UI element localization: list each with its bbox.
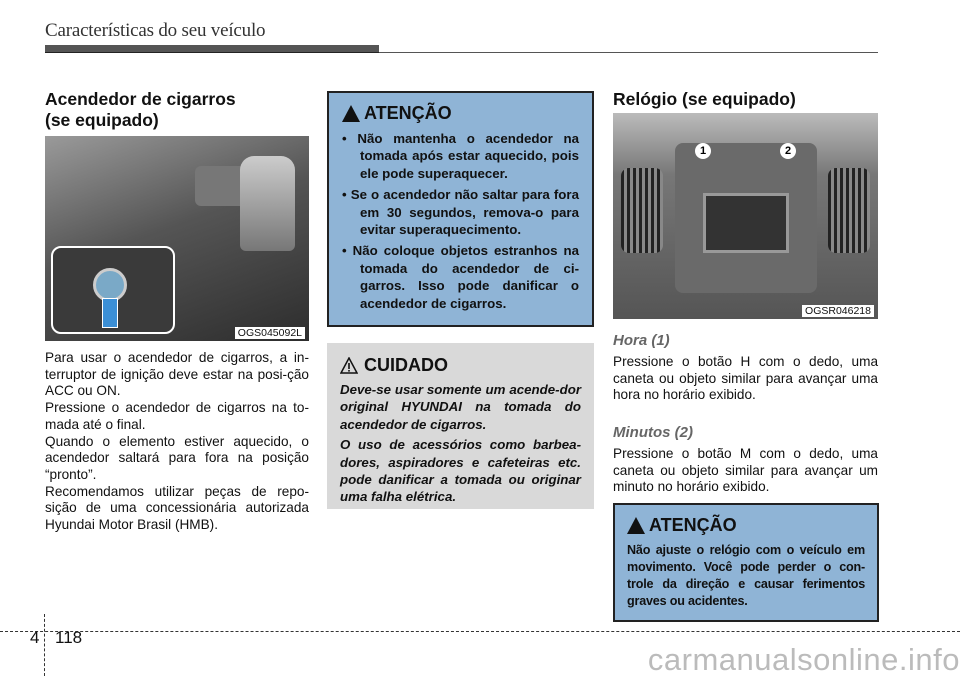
header-bar: [45, 45, 379, 53]
left-vent: [621, 168, 663, 253]
callout-1: 1: [695, 143, 711, 159]
caution-box: [327, 343, 594, 509]
section-number: 4: [30, 628, 40, 647]
warning-item: • Não coloque objetos estranhos na tomada do acendedor de ci-garros. Isso pode danificar o acendedor de cigarros.: [342, 243, 579, 311]
page-number: 118: [55, 628, 83, 647]
image-caption: OGSR046218: [802, 305, 874, 317]
cigarette-lighter-heading: [45, 89, 309, 131]
minutos-text: Pressione o botão M com o dedo, uma caneta ou objeto similar para avançar um minuto no horário exibido.: [613, 446, 878, 495]
clock-heading: Relógio (se equipado): [613, 89, 796, 109]
cigarette-lighter-text: [45, 350, 309, 534]
clock-warning-box: [613, 503, 879, 622]
right-vent: [828, 168, 870, 253]
paragraph: Pressione o acendedor de cigarros na to-mada até o final.: [45, 400, 309, 432]
warning-title: ATENÇÃO: [649, 515, 737, 535]
footer-divider: [44, 614, 45, 676]
caution-title: CUIDADO: [364, 355, 448, 375]
warning-box: [327, 91, 594, 327]
display-screen: [703, 193, 789, 253]
header-title: Características do seu veículo: [45, 20, 266, 41]
warning-triangle-icon: [627, 517, 645, 534]
hora-text: Pressione o botão H com o dedo, uma caneta ou objeto similar para avançar uma hora no horário exibido.: [613, 354, 878, 403]
image-caption: OGS045092L: [235, 327, 305, 339]
caution-paragraph: Deve-se usar somente um acende-dor original HYUNDAI na tomada do acendedor de cigarros.: [340, 382, 581, 432]
head-unit: [675, 143, 817, 293]
gear-shifter: [240, 156, 295, 251]
paragraph: Para usar o acendedor de cigarros, a in-terruptor de ignição deve estar na posi-ção ACC ou ON.: [45, 350, 309, 399]
caution-triangle-icon: [340, 357, 358, 374]
warning-item: • Se o acendedor não saltar para fora em 30 segundos, remova-o para evitar superaquecimento.: [342, 187, 579, 238]
paragraph: Quando o elemento estiver aquecido, o acendedor saltará para fora na posição “pronto”.: [45, 433, 309, 482]
minutos-title: Minutos (2): [613, 424, 693, 441]
warning-title: ATENÇÃO: [364, 103, 452, 123]
heading-line: Acendedor de cigarros: [45, 89, 236, 109]
footer-rule: [0, 631, 960, 632]
warning-triangle-icon: [342, 105, 360, 122]
paragraph: Recomendamos utilizar peças de repo-sição de uma concessionária autorizada Hyundai Motor Brasil (HMB).: [45, 483, 309, 533]
callout-2: 2: [780, 143, 796, 159]
warning-item: • Não mantenha o acendedor na tomada após estar aquecido, pois ele pode superaquecer.: [342, 131, 579, 181]
zoom-inset: [51, 246, 175, 334]
watermark: carmanualsonline.info: [647, 642, 960, 677]
header-rule: [379, 52, 878, 53]
heading-line: (se equipado): [45, 110, 159, 130]
caution-paragraph: O uso de acessórios como barbea-dores, aspiradores e cafeteiras etc. pode danificar a tomada ou originar uma falha elétrica.: [340, 437, 581, 505]
clock-photo: [613, 113, 878, 319]
arrow-icon: [102, 298, 118, 328]
hora-title: Hora (1): [613, 332, 670, 349]
lighter-socket: [93, 268, 127, 302]
warning-text: Não ajuste o relógio com o veículo em movimento. Você pode perder o con-trole da direção e causar ferimentos graves ou acidentes.: [627, 543, 865, 608]
cigarette-lighter-photo: [45, 136, 309, 341]
